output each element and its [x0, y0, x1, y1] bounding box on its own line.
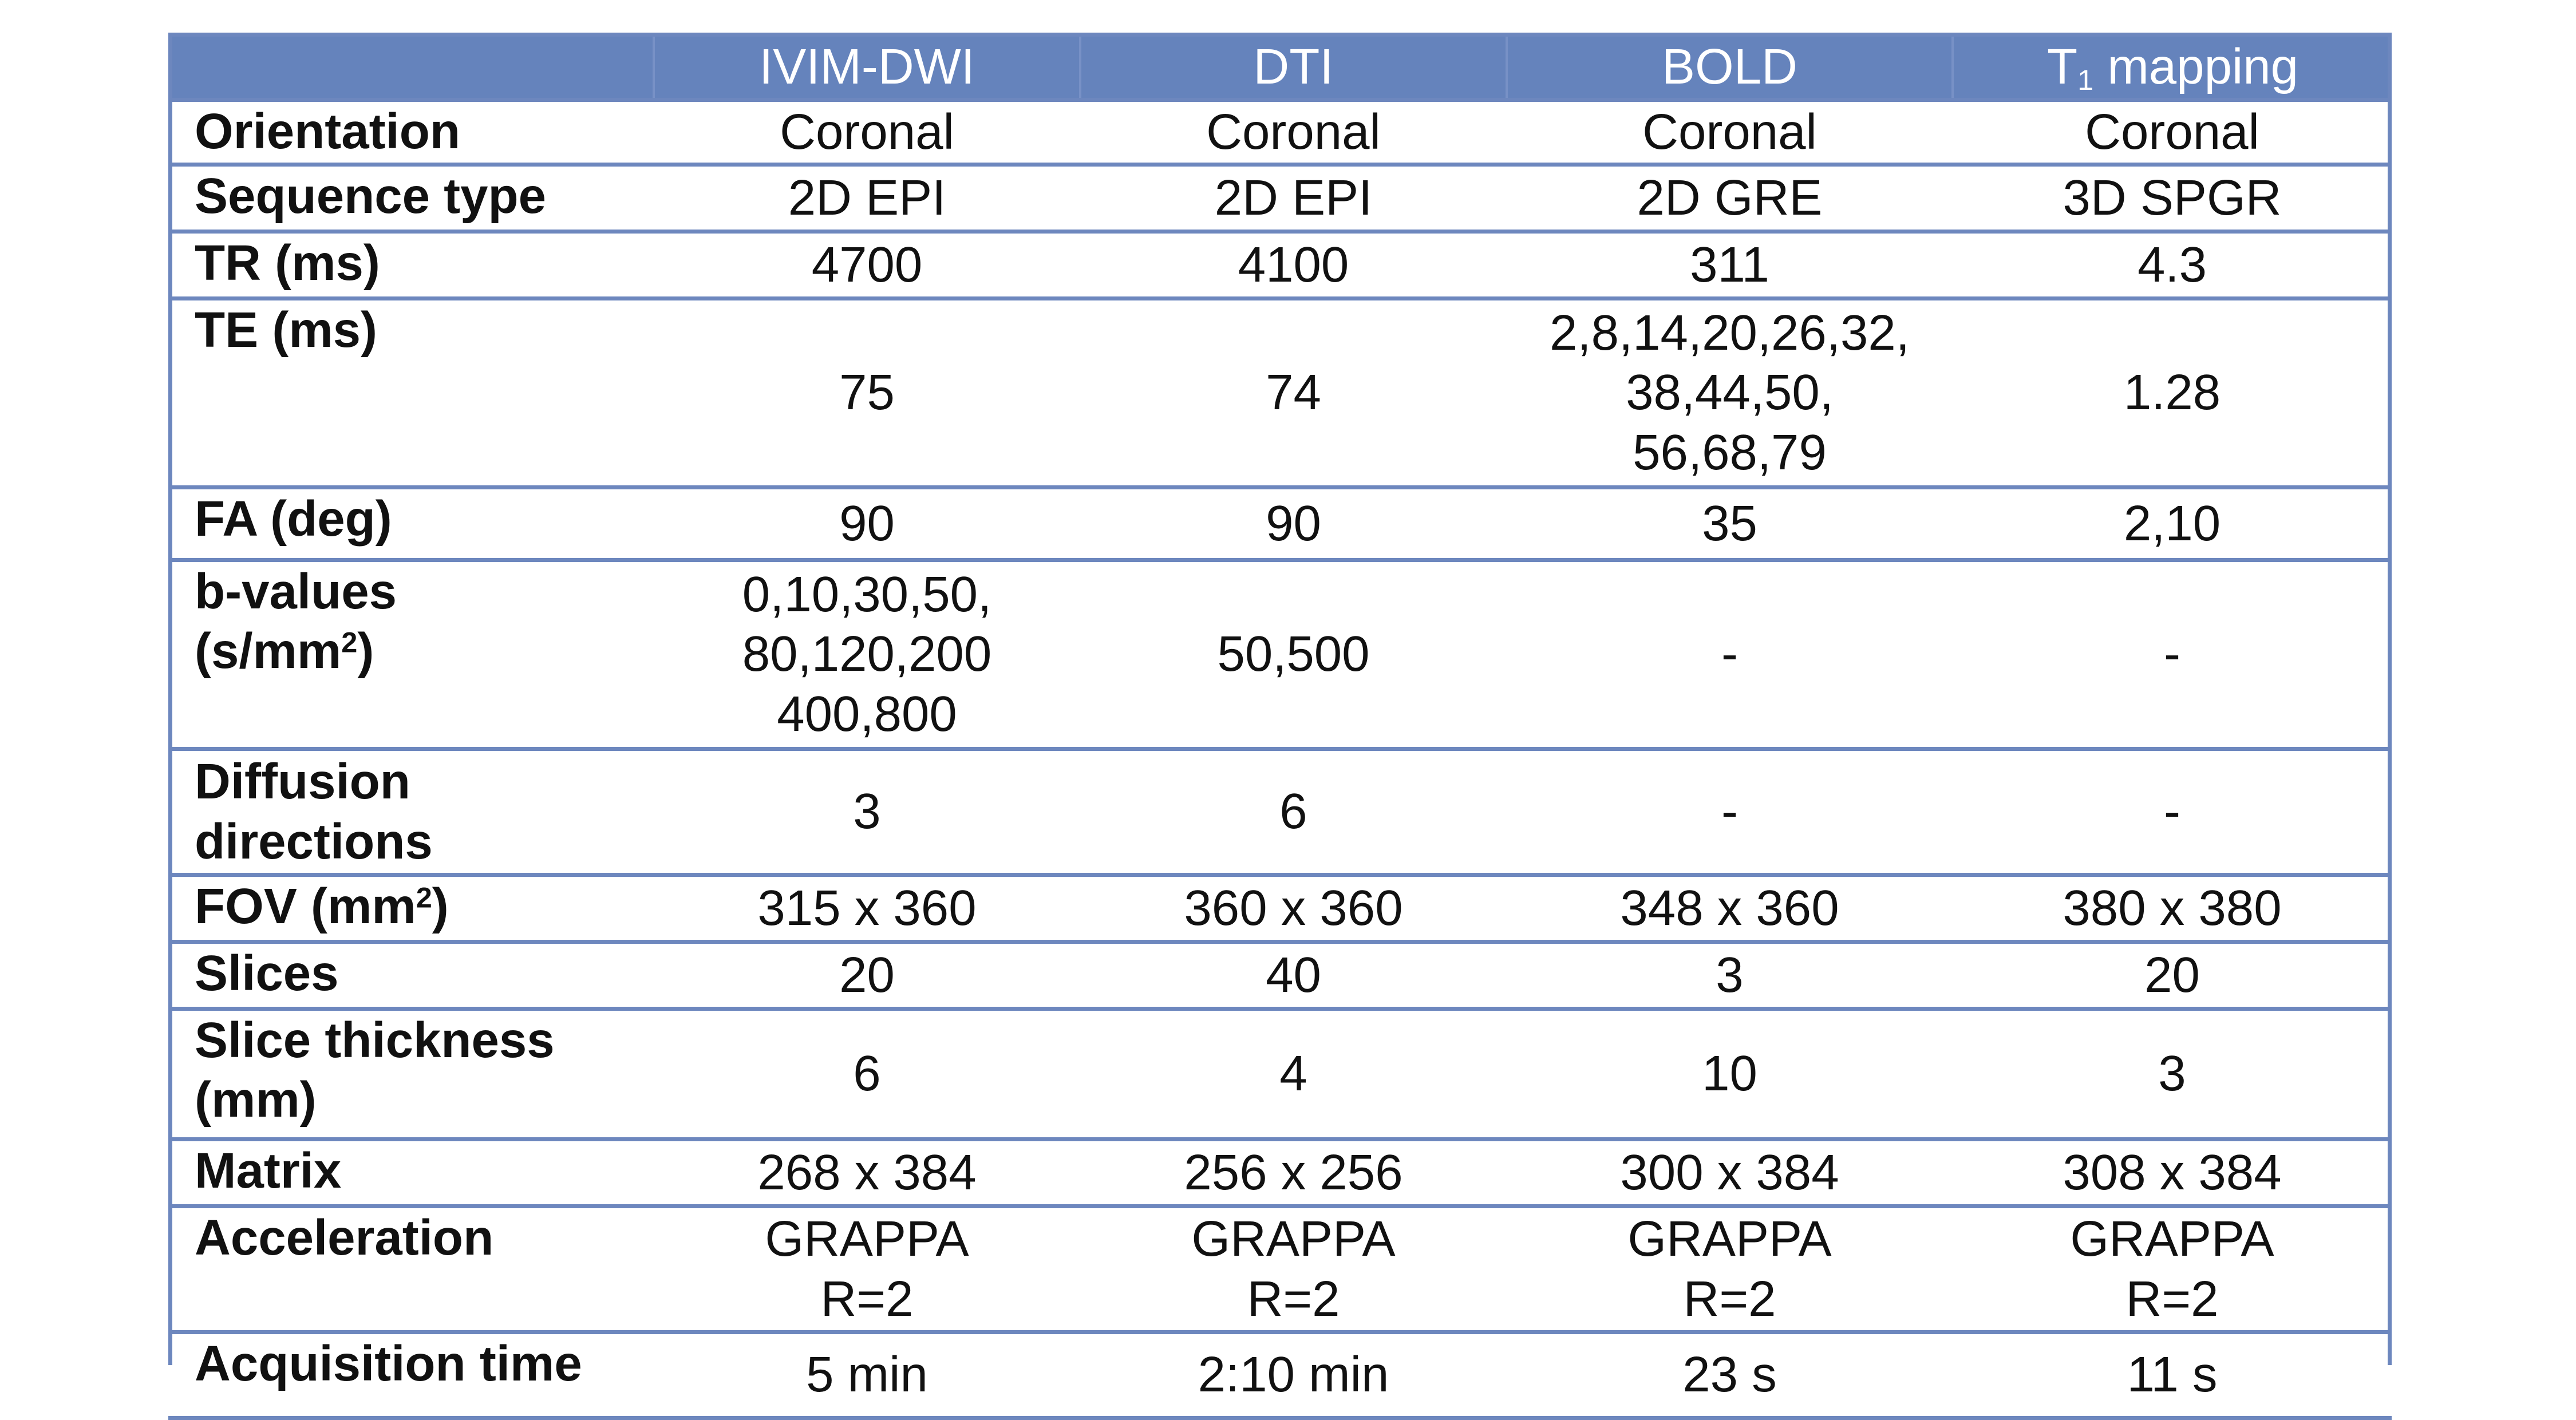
- cell-bold: 23 s: [1507, 1332, 1953, 1418]
- mri-parameters-table: [168, 33, 2392, 1420]
- accel-line-2: R=2: [820, 1271, 914, 1327]
- cell-dti: 2:10 min: [1080, 1332, 1507, 1418]
- cell-t1: 308 x 384: [1953, 1140, 2392, 1207]
- table-row-acquisition-time: [168, 1332, 2392, 1418]
- cell-t1: 20: [1953, 942, 2392, 1009]
- row-label: FA (deg): [168, 488, 654, 560]
- cell-t1: 1.28: [1953, 299, 2392, 488]
- cell-bold: 3: [1507, 942, 1953, 1009]
- cell-ivim: 5 min: [654, 1332, 1080, 1418]
- accel-line-1: GRAPPA: [765, 1211, 969, 1267]
- b-line-3: 400,800: [777, 686, 957, 742]
- cell-ivim: 3: [654, 749, 1080, 875]
- cell-ivim: [654, 560, 1080, 749]
- table-row-sequence-type: [168, 165, 2392, 232]
- cell-dti: 40: [1080, 942, 1507, 1009]
- accel-line-1: GRAPPA: [1627, 1211, 1832, 1267]
- label-line-1: Slice thickness: [195, 1012, 555, 1068]
- row-label: Matrix: [168, 1140, 654, 1207]
- table-row-orientation: [168, 100, 2392, 165]
- label-line-1: b-values: [195, 564, 397, 619]
- row-label: TR (ms): [168, 232, 654, 299]
- label-superscript: 2: [416, 881, 432, 914]
- te-line-1: 2,8,14,20,26,32,: [1550, 304, 1910, 361]
- header-dti: DTI: [1080, 35, 1507, 100]
- cell-bold: 300 x 384: [1507, 1140, 1953, 1207]
- label-pre: (s/mm: [195, 623, 342, 679]
- cell-ivim: 315 x 360: [654, 875, 1080, 942]
- te-line-3: 56,68,79: [1633, 424, 1827, 480]
- label-post: ): [432, 879, 449, 934]
- cell-t1: 2,10: [1953, 488, 2392, 560]
- cell-bold: [1507, 1207, 1953, 1332]
- row-label: [168, 749, 654, 875]
- table-row-te: [168, 299, 2392, 488]
- row-label: [168, 1009, 654, 1140]
- cell-dti: 90: [1080, 488, 1507, 560]
- t1-rest: mapping: [2093, 38, 2299, 94]
- table-row-diffusion-directions: [168, 749, 2392, 875]
- cell-bold: -: [1507, 749, 1953, 875]
- label-line-2: [195, 622, 654, 681]
- t1-subscript: 1: [2077, 63, 2094, 96]
- cell-dti: 4100: [1080, 232, 1507, 299]
- header-ivim-dwi: IVIM-DWI: [654, 35, 1080, 100]
- table-row-matrix: [168, 1140, 2392, 1207]
- header-corner: [168, 35, 654, 100]
- cell-t1: Coronal: [1953, 100, 2392, 165]
- cell-bold: 10: [1507, 1009, 1953, 1140]
- cell-t1: 3: [1953, 1009, 2392, 1140]
- cell-bold: -: [1507, 560, 1953, 749]
- accel-line-2: R=2: [1247, 1271, 1340, 1327]
- cell-bold: 35: [1507, 488, 1953, 560]
- label-pre: FOV (mm: [195, 879, 416, 934]
- cell-t1: 11 s: [1953, 1332, 2392, 1418]
- label-post: ): [357, 623, 374, 679]
- row-label: Slices: [168, 942, 654, 1009]
- cell-t1: 4.3: [1953, 232, 2392, 299]
- cell-dti: 6: [1080, 749, 1507, 875]
- cell-bold: [1507, 299, 1953, 488]
- cell-t1: -: [1953, 560, 2392, 749]
- accel-line-1: GRAPPA: [2070, 1211, 2274, 1267]
- cell-ivim: 75: [654, 299, 1080, 488]
- cell-ivim: 268 x 384: [654, 1140, 1080, 1207]
- table-row-slice-thickness: [168, 1009, 2392, 1140]
- row-label: Orientation: [168, 100, 654, 165]
- cell-ivim: 6: [654, 1009, 1080, 1140]
- accel-line-2: R=2: [2125, 1271, 2219, 1327]
- row-label: Acquisition time: [168, 1332, 654, 1418]
- label-line-2: (mm): [195, 1072, 317, 1128]
- label-line-2: directions: [195, 813, 433, 869]
- cell-ivim: 4700: [654, 232, 1080, 299]
- accel-line-2: R=2: [1683, 1271, 1776, 1327]
- table-row-tr: [168, 232, 2392, 299]
- table-row-b-values: [168, 560, 2392, 749]
- header-bold: BOLD: [1507, 35, 1953, 100]
- row-label: TE (ms): [168, 299, 654, 488]
- cell-bold: 311: [1507, 232, 1953, 299]
- cell-ivim: [654, 1207, 1080, 1332]
- row-label: [168, 875, 654, 942]
- table-row-slices: [168, 942, 2392, 1009]
- header-t1-mapping: [1953, 35, 2392, 100]
- row-label: Sequence type: [168, 165, 654, 232]
- cell-ivim: 90: [654, 488, 1080, 560]
- b-line-2: 80,120,200: [742, 626, 992, 682]
- label-superscript: 2: [341, 626, 358, 659]
- cell-dti: 360 x 360: [1080, 875, 1507, 942]
- cell-dti: 256 x 256: [1080, 1140, 1507, 1207]
- cell-dti: [1080, 1207, 1507, 1332]
- cell-ivim: 20: [654, 942, 1080, 1009]
- row-label: Acceleration: [168, 1207, 654, 1332]
- cell-dti: 4: [1080, 1009, 1507, 1140]
- table-row-fov: [168, 875, 2392, 942]
- cell-ivim: 2D EPI: [654, 165, 1080, 232]
- header-row: [168, 35, 2392, 100]
- cell-dti: 2D EPI: [1080, 165, 1507, 232]
- cell-ivim: Coronal: [654, 100, 1080, 165]
- row-label: [168, 560, 654, 749]
- t1-base: T: [2046, 38, 2078, 94]
- cell-bold: Coronal: [1507, 100, 1953, 165]
- cell-bold: 348 x 360: [1507, 875, 1953, 942]
- cell-dti: 74: [1080, 299, 1507, 488]
- b-line-1: 0,10,30,50,: [742, 566, 992, 622]
- cell-t1: 380 x 380: [1953, 875, 2392, 942]
- cell-t1: 3D SPGR: [1953, 165, 2392, 232]
- label-line-1: Diffusion: [195, 754, 410, 810]
- cell-bold: 2D GRE: [1507, 165, 1953, 232]
- cell-dti: 50,500: [1080, 560, 1507, 749]
- cell-t1: [1953, 1207, 2392, 1332]
- table-row-acceleration: [168, 1207, 2392, 1332]
- cell-dti: Coronal: [1080, 100, 1507, 165]
- cell-t1: -: [1953, 749, 2392, 875]
- te-line-2: 38,44,50,: [1626, 365, 1834, 421]
- accel-line-1: GRAPPA: [1191, 1211, 1396, 1267]
- table-row-fa: [168, 488, 2392, 560]
